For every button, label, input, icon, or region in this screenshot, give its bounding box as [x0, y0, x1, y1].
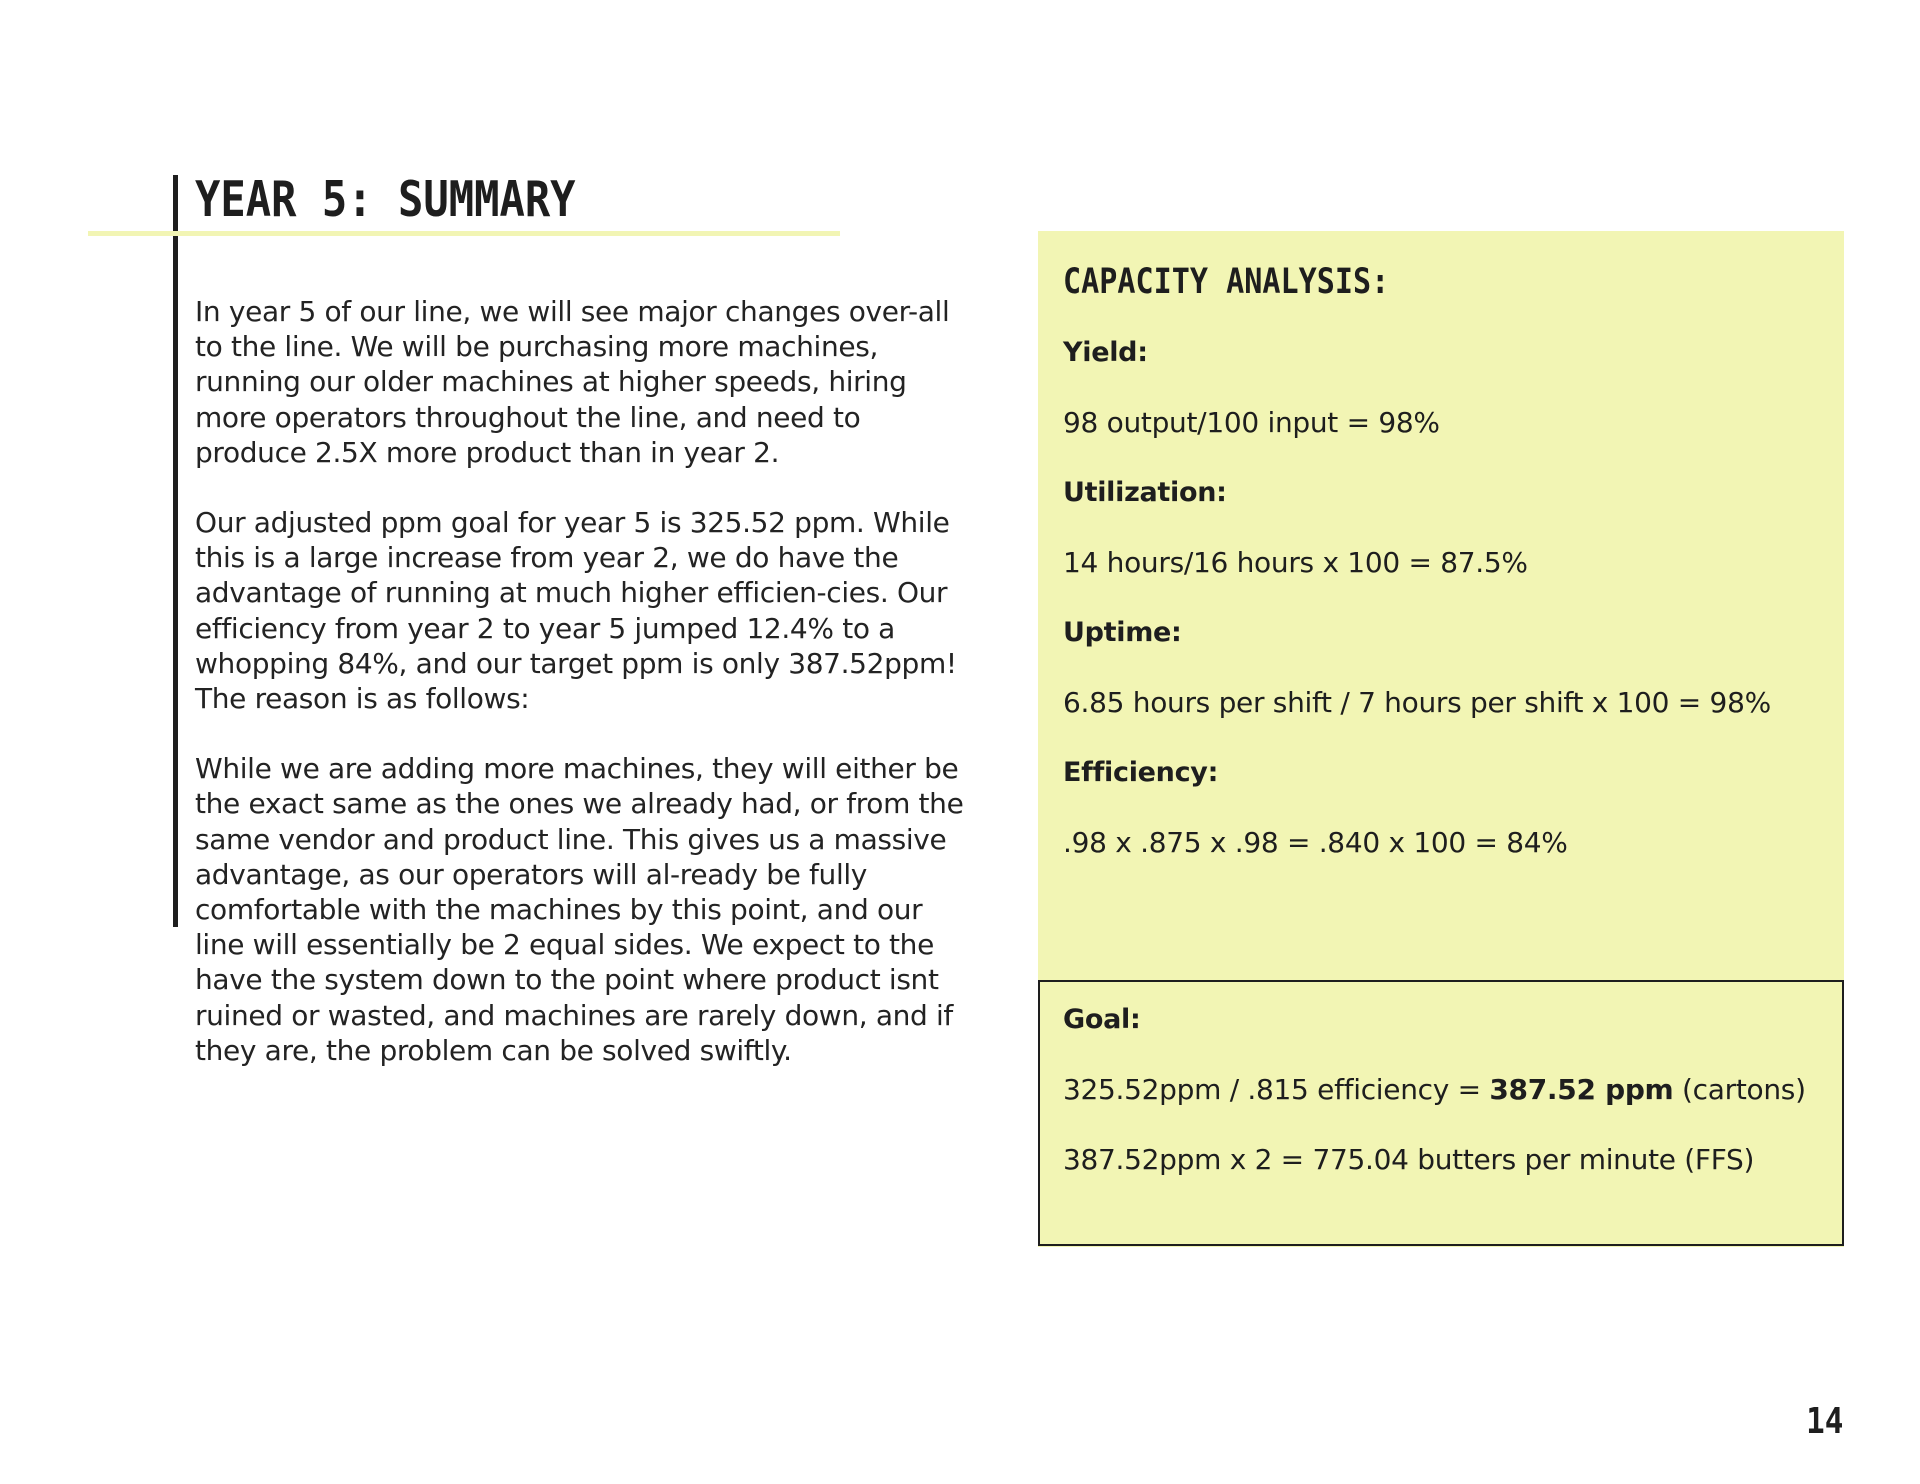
left-accent-bar [173, 175, 178, 927]
body-paragraph-2: Our adjusted ppm goal for year 5 is 325.52 ppm. While this is a large increase from year 2, we do have the advantage of running at much higher efficien-cies. Our efficiency from year 2 to year 5 jumped 12.4% to a whopping 84%, and our target ppm is only 387.52ppm! The reason is as follows: [195, 506, 957, 716]
body-paragraph-1: In year 5 of our line, we will see major changes over-all to the line. We will be purchasing more machines, running our older machines at higher speeds, hiring more operators throughout the line, and need to produce 2.5X more product than in year 2. [195, 295, 950, 469]
goal-line-cartons-prefix: 325.52ppm / .815 efficiency = [1063, 1073, 1490, 1106]
goal-line-cartons [1063, 1072, 1806, 1108]
page-number: 14 [1805, 1401, 1843, 1442]
yield-label: Yield: [1063, 337, 1148, 368]
body-paragraph-3: While we are adding more machines, they will either be the exact same as the ones we already had, or from the same vendor and product line. This gives us a massive advantage, as our operators will al-ready be fully comfortable with the machines by this point, and our line will essentially be 2 equal sides. We expect to the have the system down to the point where product isnt ruined or wasted, and machines are rarely down, and if they are, the problem can be solved swiftly. [195, 752, 964, 1067]
goal-box [1038, 980, 1844, 1246]
title-underline [88, 231, 840, 236]
yield-value: 98 output/100 input = 98% [1063, 406, 1440, 439]
uptime-label: Uptime: [1063, 617, 1182, 648]
utilization-value: 14 hours/16 hours x 100 = 87.5% [1063, 546, 1528, 579]
uptime-value: 6.85 hours per shift / 7 hours per shift x 100 = 98% [1063, 686, 1771, 719]
efficiency-value: .98 x .875 x .98 = .840 x 100 = 84% [1063, 826, 1568, 859]
efficiency-label: Efficiency: [1063, 757, 1219, 788]
goal-label: Goal: [1063, 1004, 1141, 1035]
utilization-label: Utilization: [1063, 477, 1227, 508]
goal-line-butters: 387.52ppm x 2 = 775.04 butters per minute (FFS) [1063, 1143, 1755, 1176]
page-title: YEAR 5: SUMMARY [195, 171, 576, 228]
capacity-heading: CAPACITY ANALYSIS: [1063, 262, 1390, 302]
goal-line-cartons-value: 387.52 ppm [1489, 1073, 1674, 1106]
goal-line-cartons-suffix: (cartons) [1673, 1073, 1806, 1106]
body-text [195, 294, 975, 1103]
